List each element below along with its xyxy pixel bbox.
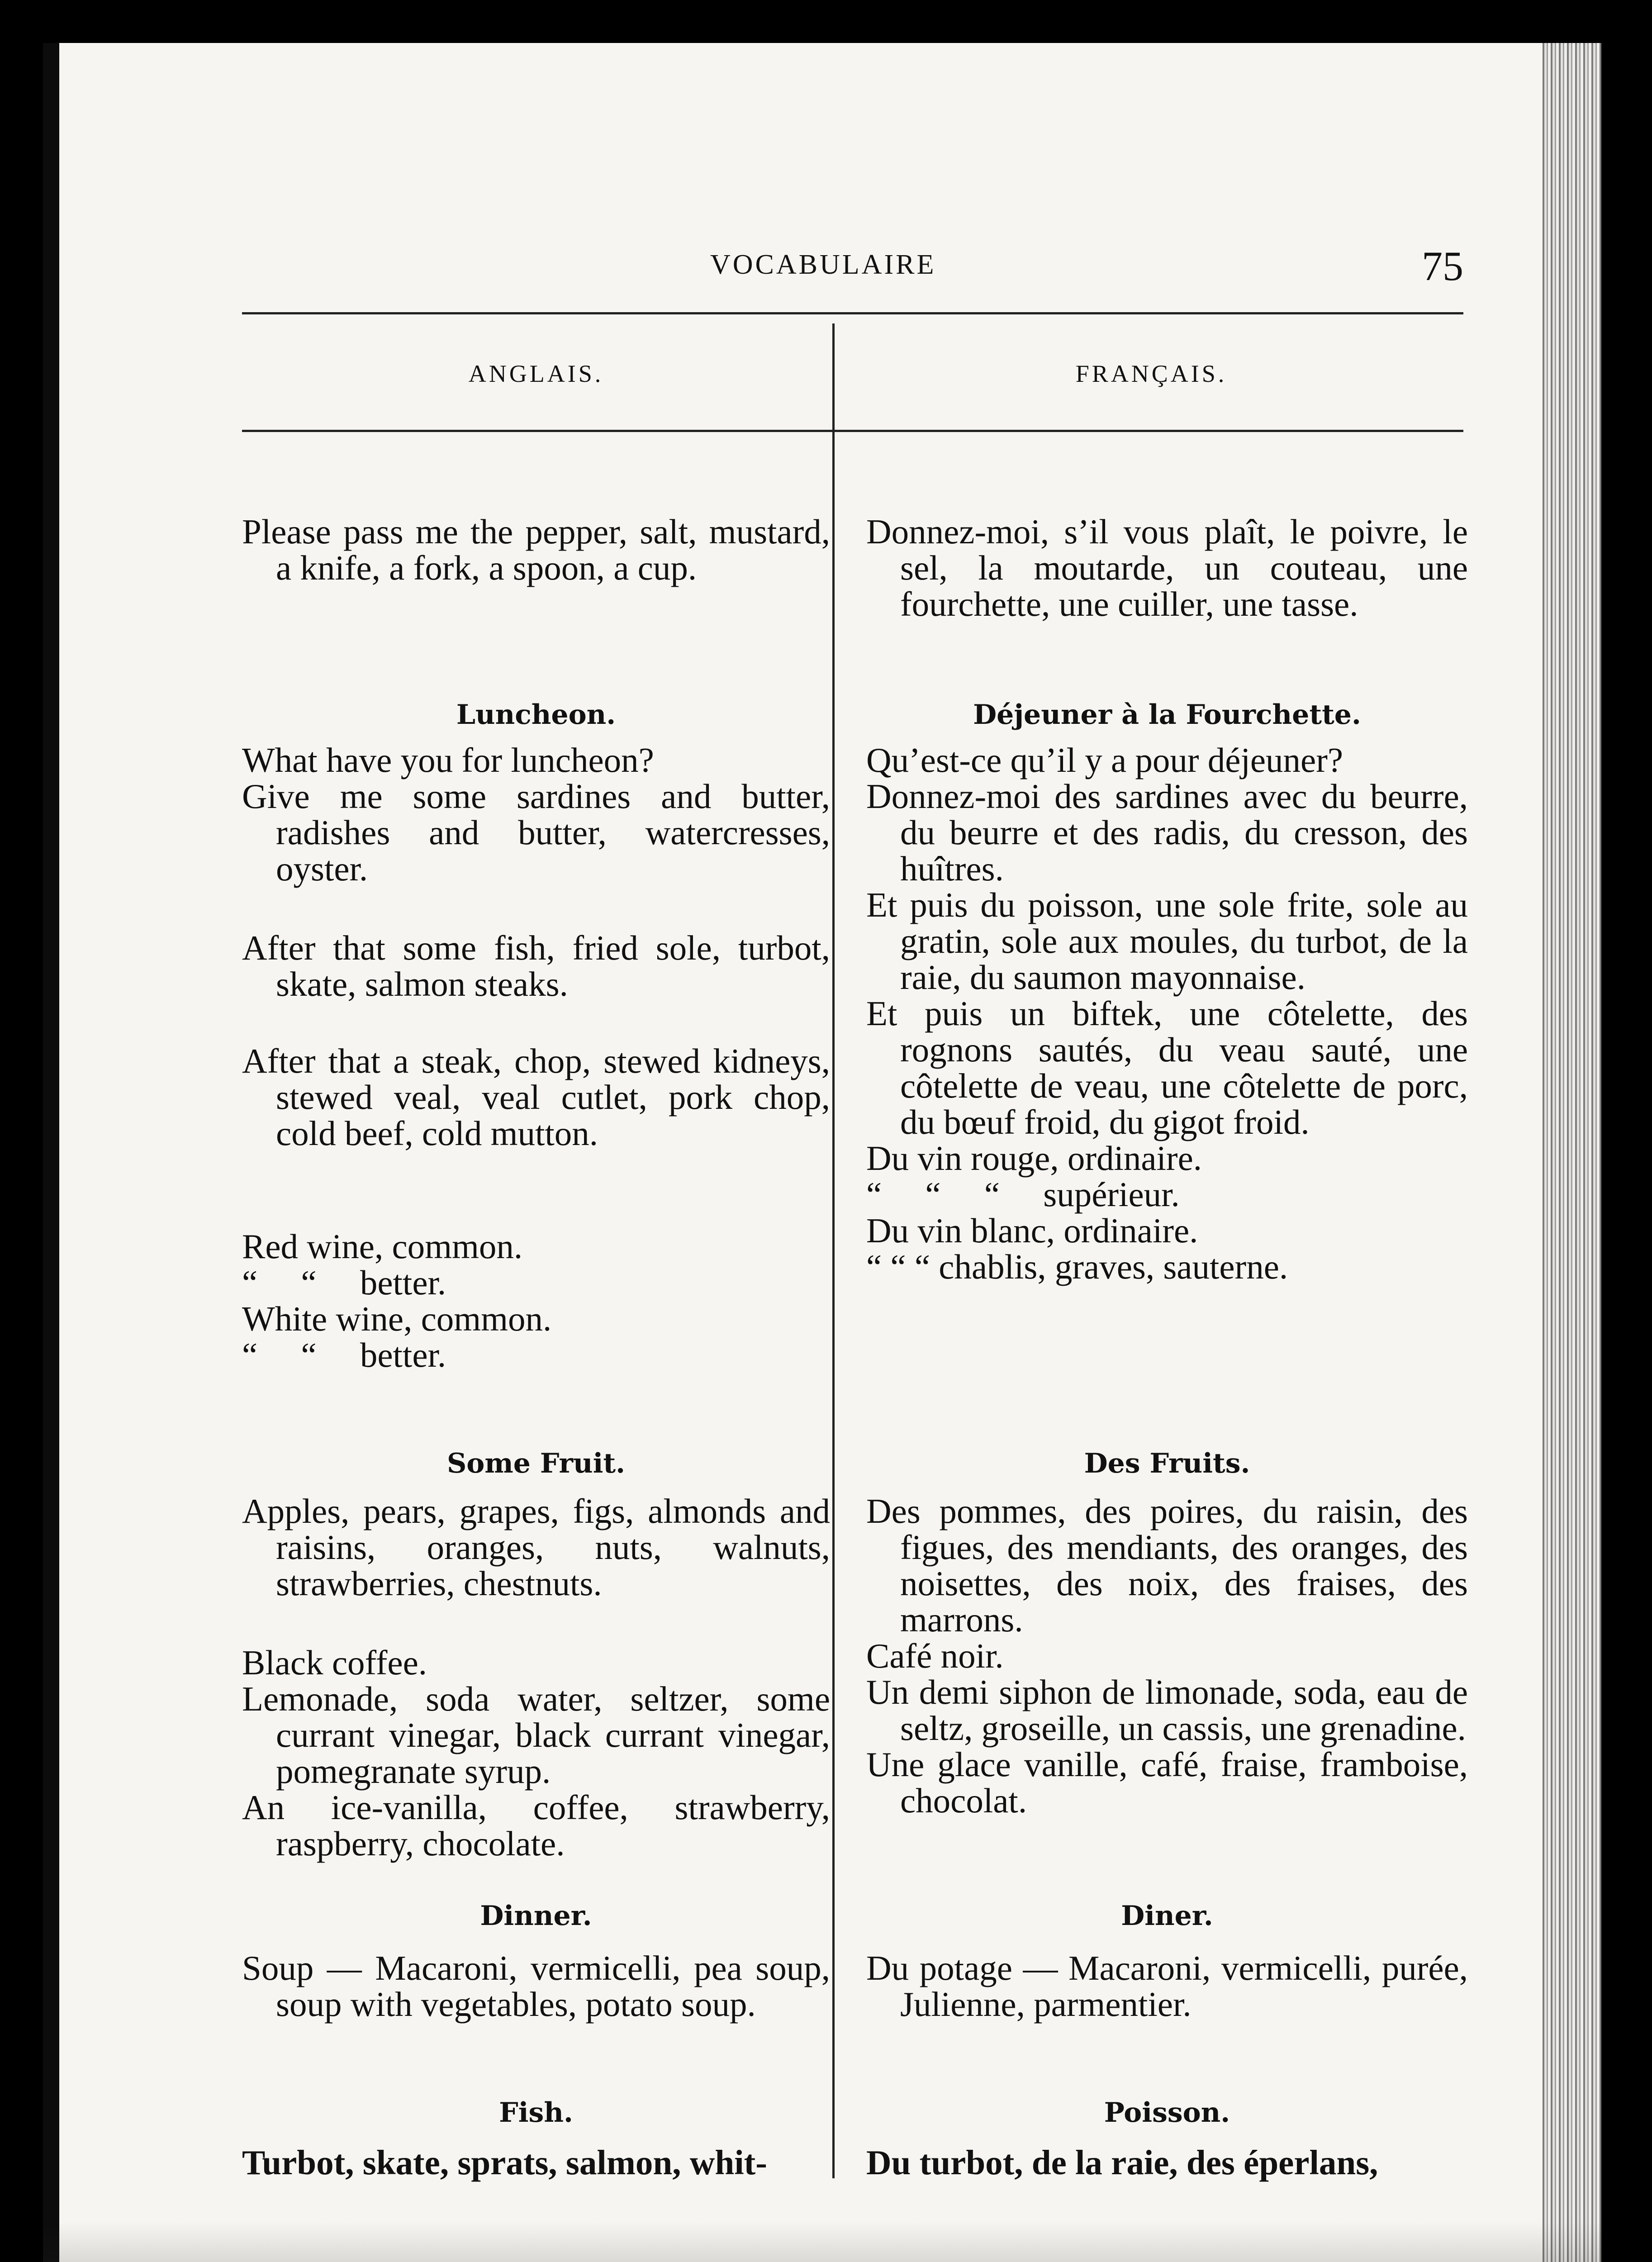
section-heading: Dinner. (480, 1900, 592, 1932)
phrase-entry: Donnez-moi des sardines avec du beurre, du beurre et des radis, du cresson, des huîtres. (866, 777, 1468, 888)
phrase-entry: Un demi siphon de limonade, soda, eau de seltz, groseille, un cassis, une grenadine. (866, 1673, 1468, 1748)
book-page (43, 43, 1601, 2262)
section-heading: Déjeuner à la Fourchette. (973, 699, 1361, 731)
running-head: VOCABULAIRE (710, 249, 936, 280)
section-heading: Poisson. (1104, 2097, 1230, 2129)
phrase-entry: Lemonade, soda water, seltzer, some currant vinegar, black currant vinegar, pomegranate syrup. (242, 1679, 830, 1791)
phrase-entry: An ice-vanilla, coffee, strawberry, raspberry, chocolate. (242, 1788, 830, 1863)
page-edge-texture (1543, 43, 1601, 2262)
ditto-entry: “ “ better. (242, 1263, 446, 1302)
column-divider (832, 323, 835, 2178)
ditto-entry: “ “ “ supérieur. (866, 1175, 1180, 1214)
phrase-entry: Et puis un biftek, une côtelette, des rognons sautés, du veau sauté, une côtelette de veau, une côtelette de porc, du bœuf froid, du gigot froid. (866, 994, 1468, 1141)
section-heading: Fish. (499, 2097, 573, 2129)
phrase-entry: Please pass me the pepper, salt, mustard, a knife, a fork, a spoon, a cup. (242, 512, 830, 587)
phrase-entry: Des pommes, des poires, du raisin, des figues, des mendiants, des oranges, des noisettes, des noix, des fraises, des marrons. (866, 1492, 1468, 1639)
phrase-entry: Du turbot, de la raie, des éperlans, (866, 2143, 1378, 2182)
phrase-entry: Donnez-moi, s’il vous plaît, le poivre, le sel, la moutarde, un couteau, une fourchette, une cuiller, une tasse. (866, 512, 1468, 623)
scan-shadow-bottom (43, 2222, 1601, 2262)
phrase-entry: Red wine, common. (242, 1227, 523, 1266)
english-column (242, 43, 830, 2262)
phrase-entry: Et puis du poisson, une sole frite, sole au gratin, sole aux moules, du turbot, de la raie, du saumon mayonnaise. (866, 885, 1468, 997)
phrase-entry: After that a steak, chop, stewed kidneys, stewed veal, veal cutlet, pork chop, cold beef, cold mutton. (242, 1041, 830, 1153)
book-spine-shadow (43, 43, 59, 2262)
phrase-entry: Du vin rouge, ordinaire. (866, 1139, 1202, 1178)
phrase-entry: White wine, common. (242, 1299, 552, 1338)
section-heading: Luncheon. (456, 699, 616, 731)
column-header-francais: FRANÇAIS. (1075, 360, 1227, 387)
phrase-entry: Turbot, skate, sprats, salmon, whit- (242, 2143, 767, 2182)
phrase-entry: Black coffee. (242, 1643, 427, 1682)
phrase-entry: Soup — Macaroni, vermicelli, pea soup, soup with vegetables, potato soup. (242, 1948, 830, 2024)
ditto-entry: “ “ better. (242, 1335, 446, 1374)
french-column (866, 43, 1468, 2262)
phrase-entry: Du potage — Macaroni, vermicelli, purée, Julienne, parmentier. (866, 1948, 1468, 2024)
phrase-entry: Une glace vanille, café, fraise, framboise, chocolat. (866, 1745, 1468, 1820)
phrase-entry: Du vin blanc, ordinaire. (866, 1211, 1198, 1250)
phrase-entry: Qu’est-ce qu’il y a pour déjeuner? (866, 741, 1343, 779)
phrase-entry: What have you for luncheon? (242, 741, 654, 779)
section-heading: Some Fruit. (446, 1448, 626, 1479)
ditto-entry: “ “ “ chablis, graves, sauterne. (866, 1247, 1288, 1286)
phrase-entry: Apples, pears, grapes, figs, almonds and raisins, oranges, nuts, walnuts, strawberries, chestnuts. (242, 1492, 830, 1603)
phrase-entry: Café noir. (866, 1636, 1004, 1675)
phrase-entry: After that some fish, fried sole, turbot, skate, salmon steaks. (242, 928, 830, 1003)
section-heading: Des Fruits. (1084, 1448, 1250, 1479)
page-number: 75 (1422, 243, 1463, 289)
phrase-entry: Give me some sardines and butter, radishes and butter, watercresses, oyster. (242, 777, 830, 888)
section-heading: Diner. (1121, 1900, 1213, 1932)
column-header-anglais: ANGLAIS. (468, 360, 604, 387)
